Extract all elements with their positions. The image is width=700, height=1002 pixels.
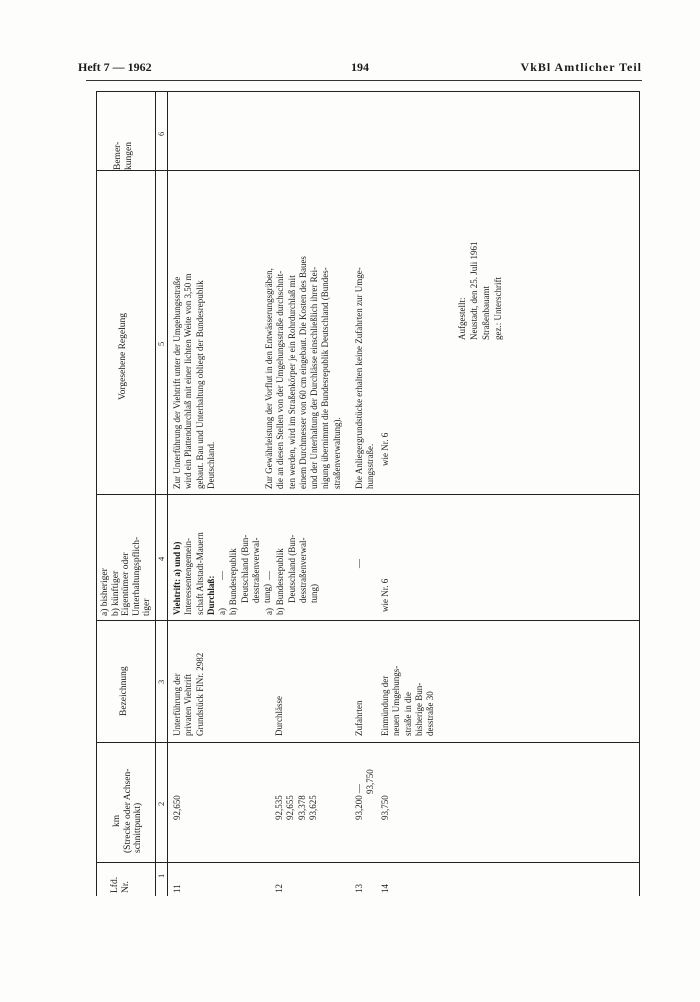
row-14-bezeichnung: Einmündung der neuen Umgehungs- straße in die bisherige Bun- desstraße 30 — [380, 665, 436, 736]
column-header-5: Vorgesehene Regelung — [118, 313, 128, 400]
column-number-1: 1 — [156, 873, 166, 878]
column-header-2: km (Strecke oder Achsen- schnittpunkt) — [112, 768, 143, 853]
column-number-3: 3 — [156, 679, 166, 684]
row-14-eigentuemer: wie Nr. 6 — [380, 578, 390, 612]
row-13-nr: 13 — [354, 884, 364, 893]
column-number-5: 5 — [156, 341, 166, 346]
header-rule — [86, 80, 642, 81]
column-divider — [96, 170, 639, 171]
column-divider — [96, 742, 639, 743]
row-14-regelung: wie Nr. 6 — [380, 432, 390, 466]
column-header-1: Lfd. Nr. — [110, 876, 131, 893]
column-divider — [96, 862, 639, 863]
page-header — [78, 60, 642, 80]
column-divider — [96, 620, 639, 621]
table-border-top — [96, 91, 639, 92]
row-14-km: 93,750 — [380, 795, 390, 820]
column-header-4: a) bisheriger b) künftiger Eigentümer oder Unterhaltungspflich- tiger — [100, 536, 152, 616]
column-divider — [96, 494, 639, 495]
page-number: 194 — [351, 60, 369, 74]
row-12-km: 92,535 92,655 93,378 93,625 — [274, 795, 318, 820]
row-14-nr: 14 — [380, 884, 390, 893]
column-number-6: 6 — [156, 131, 166, 136]
table-border-right — [639, 91, 640, 896]
row-11-km: 92,650 — [172, 795, 182, 820]
row-12-nr: 12 — [274, 884, 284, 893]
column-number-2: 2 — [156, 801, 166, 806]
row-11-nr: 11 — [172, 884, 182, 893]
issue-label: Heft 7 — 1962 — [78, 60, 152, 74]
column-header-3: Bezeichnung — [119, 666, 129, 716]
row-13-regelung: Die Anliegergrundstücke erhalten keine Zufahrten zur Umge- hungsstraße. — [354, 267, 376, 489]
column-header-6: Bemer- kungen — [113, 141, 134, 170]
row-11-bezeichnung: Unterführung der privaten Viehtrift Grundstück FlNr. 2982 — [172, 652, 205, 736]
row-13-bezeichnung: Zufahrten — [354, 700, 364, 736]
row-12-eigentuemer: a)— b) Bundesrepublik Deutschland (Bun- desstraßenverwal- tung) — [264, 534, 320, 615]
row-12-regelung: Zur Gewährleistung der Vorflut in den Entwässerungsgräben, die an diesen Stellen von der Umgehungsstraße durchschnit- ten werden, wird im Straßenkörper je ein Rohrdurchlaß mit einem Durchmesser von 60 cm eingebaut. Die Kosten des Baues und der Unterhaltung der Durchlässe einschließlich ihrer Rei- nigung übernimmt die Bundesrepublik Deutschland (Bundes- straßenverwaltung). — [264, 256, 342, 489]
column-number-4: 4 — [156, 556, 166, 561]
row-12-bezeichnung: Durchlässe — [274, 696, 284, 736]
row-13-eigentuemer: — — [354, 559, 364, 568]
row-11-eigentuemer: Viehtrift: a) und b) Interessentengemein- schaft Altstadt-Mauern Durchlaß: a)— b) Bundesrepublik Deutschland (Bun- desstraßenverwal- tung) — [172, 532, 273, 615]
row-11-regelung: Zur Unterführung der Viehtrift unter der Umgehungsstraße wird ein Plattendurchlaß mit einer lichten Weite von 3,50 m gebaut. Bau und Unterhaltung obliegt der Bundesrepublik Deutschland. — [172, 273, 216, 489]
signature-block: Aufgestellt: Neustadt, den 25. Juli 1961 Straßenbauamt gez.: Unterschrift — [457, 241, 503, 340]
row-13-km: 93,200 — 93,750 — [354, 769, 376, 820]
publication-title: VkBl Amtlicher Teil — [520, 60, 642, 74]
